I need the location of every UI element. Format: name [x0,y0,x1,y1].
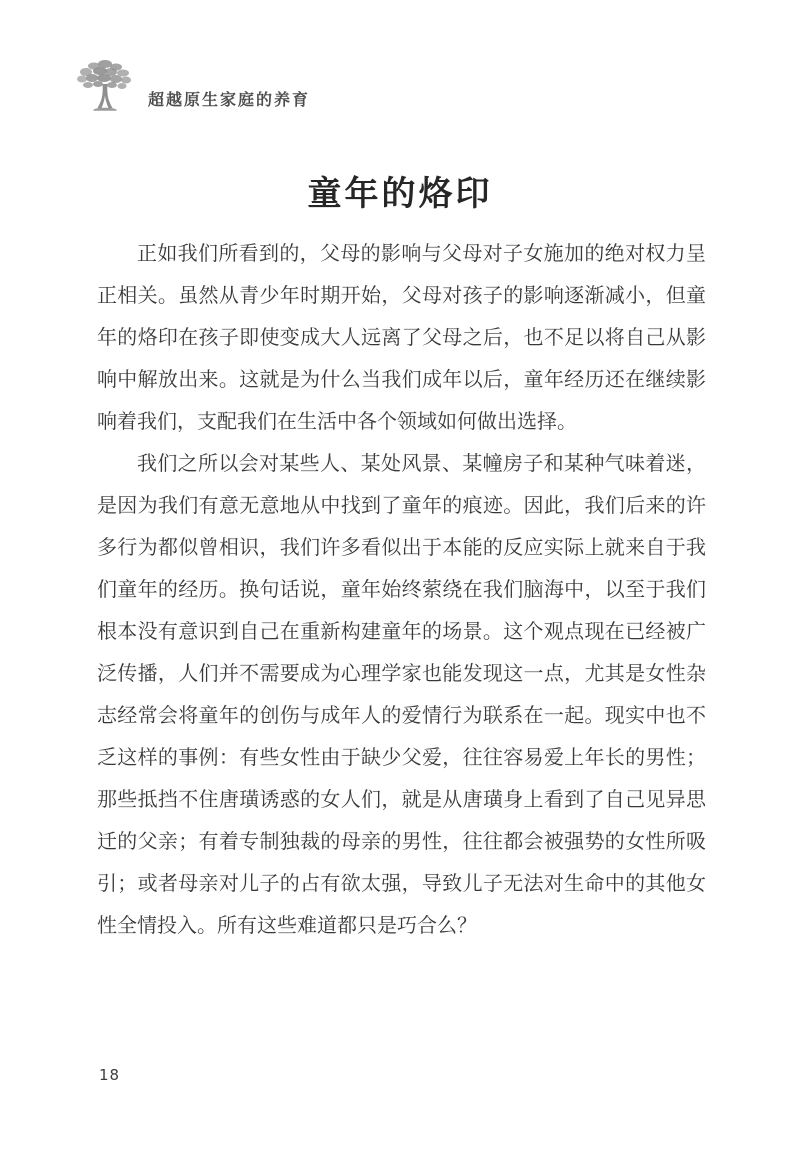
tree-icon [76,56,134,116]
page-number: 18 [99,1066,121,1084]
body-paragraph-1: 正如我们所看到的，父母的影响与父母对子女施加的绝对权力呈正相关。虽然从青少年时期开始，父母对孩子的影响逐渐减小，但童年的烙印在孩子即使变成大人远离了父母之后，也不足以将自己从影响中解放出来。这就是为什么当我们成年以后，童年经历还在继续影响着我们，支配我们在生活中各个领域如何做出选择。 [97,241,706,433]
chapter-title: 童年的烙印 [307,174,493,214]
book-series-title: 超越原生家庭的养育 [148,90,311,109]
chapter-body [97,232,706,946]
page-header [76,54,310,116]
body-paragraph-2: 我们之所以会对某些人、某处风景、某幢房子和某种气味着迷，是因为我们有意无意地从中找到了童年的痕迹。因此，我们后来的许多行为都似曾相识，我们许多看似出于本能的反应实际上就来自于我们童年的经历。换句话说，童年始终萦绕在我们脑海中，以至于我们根本没有意识到自己在重新构建童年的场景。这个观点现在已经被广泛传播，人们并不需要成为心理学家也能发现这一点，尤其是女性杂志经常会将童年的创伤与成年人的爱情行为联系在一起。现实中也不乏这样的事例：有些女性由于缺少父爱，往往容易爱上年长的男性；那些抵挡不住唐璜诱惑的女人们，就是从唐璜身上看到了自己见异思迁的父亲；有着专制独裁的母亲的男性，往往都会被强势的女性所吸引；或者母亲对儿子的占有欲太强，导致儿子无法对生命中的其他女性全情投入。所有这些难道都只是巧合么？ [97,451,706,937]
